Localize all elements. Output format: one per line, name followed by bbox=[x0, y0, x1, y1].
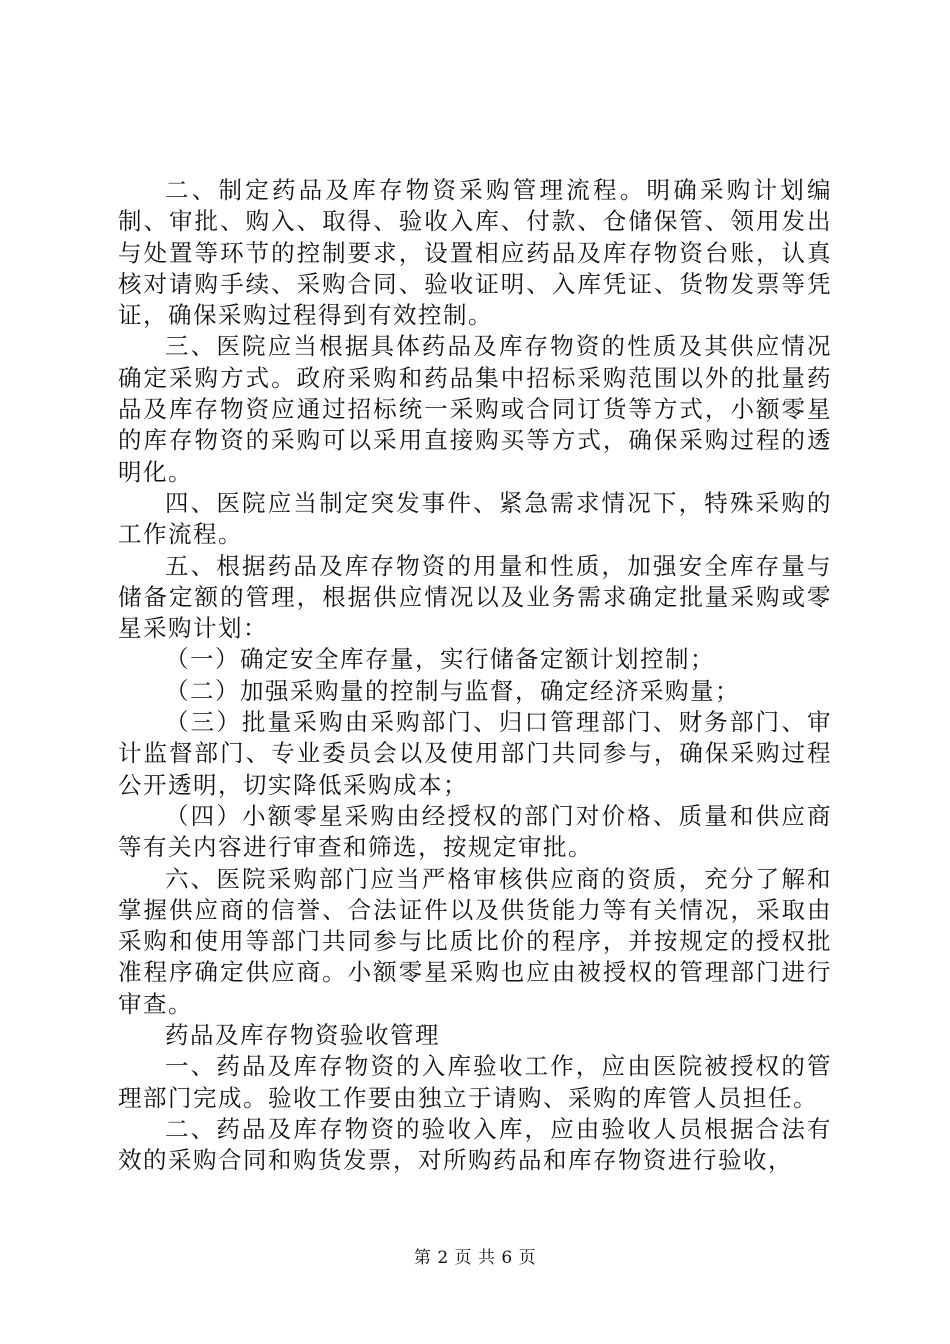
paragraph-item-1: （一）确定安全库存量，实行储备定额计划控制； bbox=[165, 645, 715, 674]
paragraph-item-2: （二）加强采购量的控制与监督，确定经济采购量； bbox=[165, 676, 740, 705]
page-number-footer: 第 2 页 共 6 页 bbox=[413, 1248, 537, 1268]
paragraph-item-4: （四）小额零星采购由经授权的部门对价格、质量和供应商等有关内容进行审查和筛选，按规定审批。 bbox=[118, 801, 832, 862]
document-body bbox=[118, 175, 832, 1177]
paragraph-purchase-process: 二、制定药品及库存物资采购管理流程。明确采购计划编制、审批、购入、取得、验收入库、付款、仓储保管、领用发出与处置等环节的控制要求，设置相应药品及库存物资台账，认真核对请购手续、采购合同、验收证明、入库凭证、货物发票等凭证，确保采购过程得到有效控制。 bbox=[118, 176, 832, 330]
paragraph-acceptance-1: 一、药品及库存物资的入库验收工作，应由医院被授权的管理部门完成。验收工作要由独立于请购、采购的库管人员担任。 bbox=[118, 1052, 832, 1112]
section-heading-acceptance: 药品及库存物资验收管理 bbox=[165, 1021, 440, 1050]
paragraph-supplier-review: 六、医院采购部门应当严格审核供应商的资质，充分了解和掌握供应商的信誉、合法证件以及供货能力等有关情况，采取由采购和使用等部门共同参与比质比价的程序，并按规定的授权批准程序确定供应商。小额零星采购也应由被授权的管理部门进行审查。 bbox=[118, 864, 832, 1018]
paragraph-purchase-method: 三、医院应当根据具体药品及库存物资的性质及其供应情况确定采购方式。政府采购和药品集中招标采购范围以外的批量药品及库存物资应通过招标统一采购或合同订货等方式，小额零星的库存物资的采购可以采用直接购买等方式，确保采购过程的透明化。 bbox=[118, 332, 832, 486]
paragraph-safety-stock: 五、根据药品及库存物资的用量和性质，加强安全库存量与储备定额的管理，根据供应情况以及业务需求确定批量采购或零星采购计划： bbox=[118, 551, 832, 643]
paragraph-acceptance-2: 二、药品及库存物资的验收入库，应由验收人员根据合法有效的采购合同和购货发票，对所购药品和库存物资进行验收， bbox=[118, 1114, 832, 1175]
paragraph-emergency-purchase: 四、医院应当制定突发事件、紧急需求情况下，特殊采购的工作流程。 bbox=[118, 488, 832, 549]
paragraph-item-3: （三）批量采购由采购部门、归口管理部门、财务部门、审计监督部门、专业委员会以及使用部门共同参与，确保采购过程公开透明，切实降低采购成本； bbox=[118, 708, 832, 799]
